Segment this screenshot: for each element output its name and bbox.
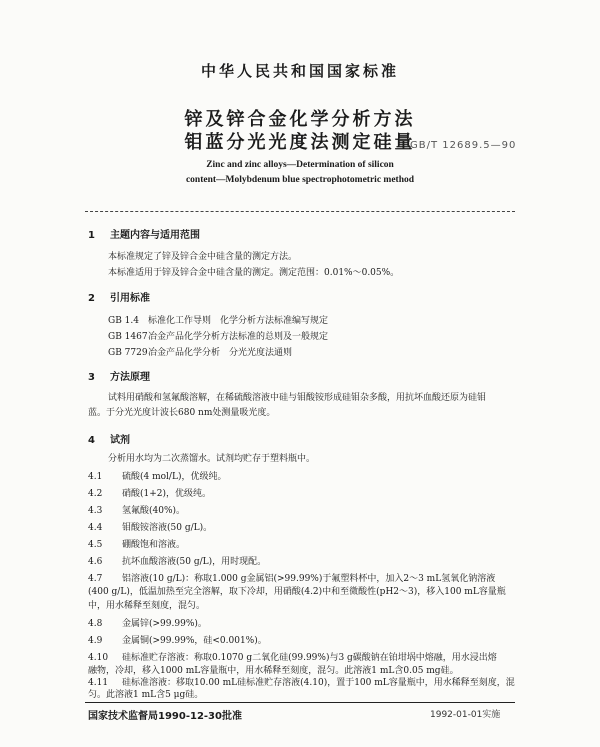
title-chinese-line-2: 钼蓝分光光度法测定硅量 [184, 132, 416, 153]
item-continuation: 中，用水稀释至刻度，混匀。 [88, 601, 206, 611]
reagent-item [88, 503, 185, 516]
title-english-line-1: Zinc and zinc alloys—Determination of silicon [206, 160, 394, 170]
reagent-item-aluminum-solution [88, 571, 495, 584]
section-4-intro: 分析用水均为二次蒸馏水。试剂均贮存于塑料瓶中。 [108, 454, 316, 464]
section-number: 2 [88, 293, 95, 304]
reagent-item-silicon-standard [88, 675, 515, 688]
reagent-item [88, 554, 266, 567]
section-3-paragraph-line-1: 试料用硝酸和氢氟酸溶解，在稀硫酸溶液中硅与钼酸铵形成硅钼杂多酸，用抗坏血酸还原为硅钼 [108, 393, 487, 403]
item-text: 金属锌(>99.99%)。 [122, 619, 207, 629]
item-continuation: 融物，冷却，移入1000 mL容量瓶中，用水稀释至刻度，混匀。此溶液1 mL含0.05 mg硅。 [88, 666, 459, 676]
reference-item [108, 329, 328, 342]
section-1-paragraph-1: 本标准规定了锌及锌合金中硅含量的测定方法。 [108, 252, 298, 262]
title-english-line-2: content—Molybdenum blue spectrophotometric method [185, 175, 415, 185]
reference-item [108, 313, 328, 326]
section-title: 试剂 [110, 435, 130, 446]
item-number: 4.11 [88, 678, 109, 688]
item-text: 硼酸饱和溶液。 [122, 540, 186, 550]
reagent-item [88, 616, 207, 629]
section-1-heading [88, 226, 200, 241]
item-text: 钼酸铵溶液(50 g/L)。 [122, 523, 213, 533]
footer-divider [85, 702, 515, 703]
reagent-item [88, 486, 211, 499]
section-title: 方法原理 [110, 372, 150, 383]
item-number: 4.10 [88, 653, 109, 663]
section-3-heading [88, 368, 150, 383]
item-text: 硝酸(1+2)，优级纯。 [122, 489, 212, 499]
reference-code: GB 1.4 [108, 316, 139, 326]
item-number: 4.6 [88, 557, 103, 567]
reagent-item [88, 633, 267, 646]
reference-text: 冶金产品化学分析方法标准的总则及一般规定 [148, 332, 329, 342]
item-number: 4.9 [88, 636, 103, 646]
standard-organization: 中华人民共和国国家标准 [200, 62, 399, 80]
item-number: 4.7 [88, 574, 103, 584]
reference-item [108, 345, 292, 358]
item-text: 氢氟酸(40%)。 [122, 506, 186, 516]
title-chinese-line-1: 锌及锌合金化学分析方法 [184, 109, 416, 130]
reagent-item [88, 520, 212, 533]
item-continuation: (400 g/L)，低温加热至完全溶解，取下冷却，用硝酸(4.2)中和至微酸性(pH2～3)，移入100 mL容量瓶 [88, 587, 506, 597]
item-number: 4.8 [88, 619, 103, 629]
section-number: 1 [88, 230, 95, 241]
section-3-paragraph-line-2: 蓝。于分光光度计波长680 nm处测量吸光度。 [88, 408, 276, 418]
reference-code: GB 1467 [108, 332, 148, 342]
section-number: 3 [88, 372, 95, 383]
reagent-item-silicon-stock [88, 650, 497, 663]
reference-text: 标准化工作导则 化学分析方法标准编写规定 [148, 316, 329, 326]
item-text: 铝溶液(10 g/L)：称取1.000 g金属铝(>99.99%)于氟塑料杯中，加入2～3 mL氢氧化钠溶液 [122, 574, 496, 584]
item-number: 4.1 [88, 472, 103, 482]
section-4-heading [88, 431, 130, 446]
item-text: 硫酸(4 mol/L)，优级纯。 [122, 472, 227, 482]
section-title: 引用标准 [110, 293, 150, 304]
section-2-heading [88, 289, 150, 304]
implementation-date: 1992-01-01实施 [430, 710, 501, 720]
header-divider [85, 211, 515, 212]
item-number: 4.3 [88, 506, 103, 516]
item-number: 4.2 [88, 489, 103, 499]
item-text: 金属铜(>99.99%，硅<0.001%)。 [122, 636, 267, 646]
reagent-item [88, 469, 226, 482]
item-continuation: 匀。此溶液1 mL含5 μg硅。 [88, 690, 204, 700]
standard-number: GB/T 12689.5—90 [410, 140, 517, 151]
approval-date: 国家技术监督局1990-12-30批准 [88, 711, 242, 722]
section-1-paragraph-2: 本标准适用于锌及锌合金中硅含量的测定。测定范围：0.01%～0.05%。 [108, 268, 400, 278]
reference-text: 冶金产品化学分析 分光光度法通则 [148, 348, 293, 358]
section-title: 主题内容与适用范围 [110, 230, 200, 241]
item-number: 4.4 [88, 523, 103, 533]
item-number: 4.5 [88, 540, 103, 550]
reference-code: GB 7729 [108, 348, 148, 358]
reagent-item [88, 537, 185, 550]
section-number: 4 [88, 435, 95, 446]
item-text: 硅标准贮存溶液：称取0.1070 g二氧化硅(99.99%)与3 g碳酸钠在铂坩埚中熔融，用水浸出熔 [122, 653, 497, 663]
item-text: 抗坏血酸溶液(50 g/L)，用时现配。 [122, 557, 267, 567]
item-text: 硅标准溶液：移取10.00 mL硅标准贮存溶液(4.10)，置于100 mL容量瓶中，用水稀释至刻度，混 [122, 678, 515, 688]
